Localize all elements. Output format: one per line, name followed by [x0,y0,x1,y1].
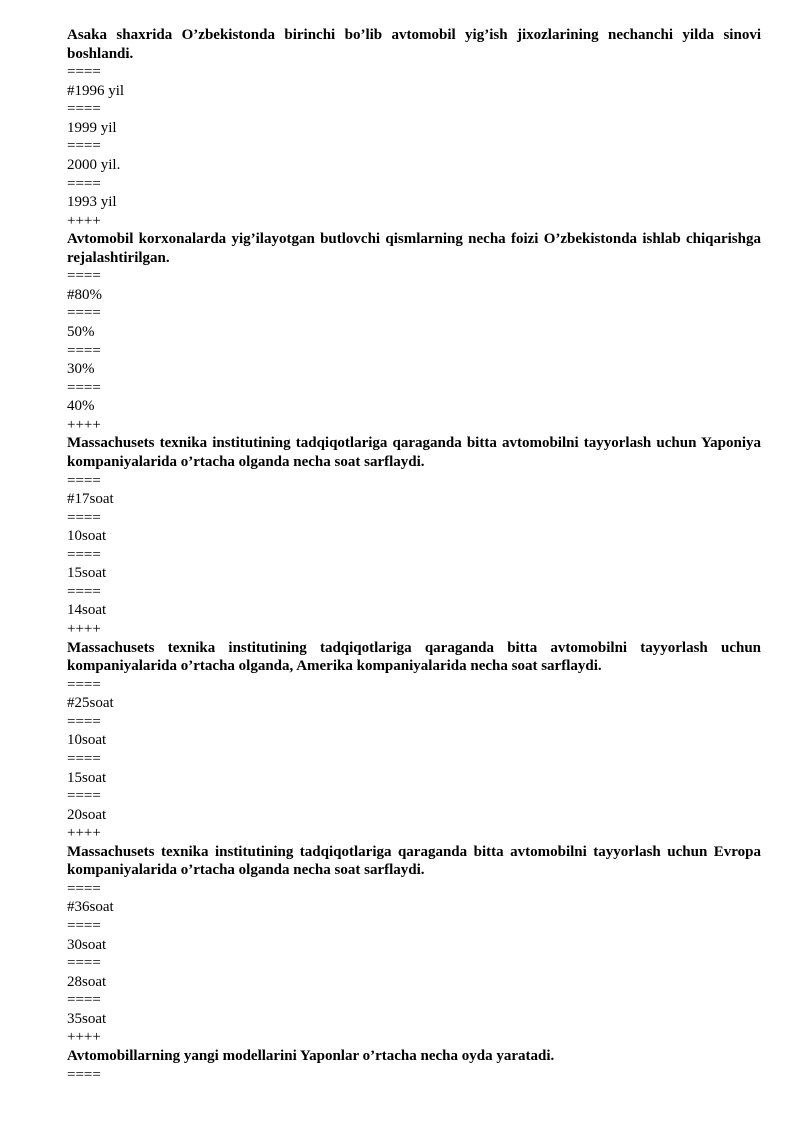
answer-option: 40% [67,398,95,415]
answer-option: 14soat [67,602,107,619]
answer-separator: ==== [67,955,101,972]
answer-separator: ==== [67,583,101,600]
answer-option: #25soat [67,695,114,712]
answer-option: 10soat [67,732,107,749]
question-separator: ++++ [67,825,101,842]
answer-separator: ==== [67,788,101,805]
answer-option: 20soat [67,806,107,823]
answer-separator: ==== [67,342,101,359]
question-block [67,639,761,843]
answer-separator: ==== [67,676,101,693]
answer-separator: ==== [67,992,101,1009]
answer-separator: ==== [67,713,101,730]
answer-separator: ==== [67,472,101,489]
answer-option: 30% [67,361,95,378]
answer-separator: ==== [67,880,101,897]
answer-option: 50% [67,324,95,340]
answer-option: 10soat [67,528,107,545]
question-text: Avtomobil korxonalarda yig’ilayotgan butlovchi qismlarning necha foizi O’zbekistonda ishlab chiqarishga rejalashtirilgan. [67,231,761,266]
answer-separator: ==== [67,918,101,934]
answer-option: #17soat [67,491,114,508]
question-block [67,434,761,638]
question-separator: ++++ [67,621,101,637]
question-separator: ++++ [67,212,101,229]
answer-separator: ==== [67,509,101,526]
answer-option: 2000 yil. [67,156,121,173]
answer-option: 35soat [67,1010,107,1027]
answer-separator: ==== [67,1066,101,1083]
answer-separator: ==== [67,268,101,285]
answer-option: 30soat [67,936,107,953]
answer-separator: ==== [67,379,101,396]
question-separator: ++++ [67,1029,101,1046]
answer-option: 28soat [67,973,107,990]
answer-option: 15soat [67,565,107,582]
answer-option: 1999 yil [67,119,117,136]
document-body [67,26,761,1084]
answer-separator: ==== [67,305,101,322]
answer-option: #80% [67,286,102,303]
answer-option: 1993 yil [67,194,117,211]
answer-separator: ==== [67,175,101,192]
answer-option: #36soat [67,899,114,916]
question-block [67,843,761,1047]
question-text: Massachusets texnika institutining tadqiqotlariga qaraganda bitta avtomobilni tayyorlash uchun Evropa kompaniyalarida o’rtacha olganda necha soat sarflaydi. [67,843,761,879]
question-separator: ++++ [67,416,101,433]
question-text: Massachusets texnika institutining tadqiqotlariga qaraganda bitta avtomobilni tayyorlash uchun kompaniyalarida o’rtacha olganda, Amerika kompaniyalarida necha soat sarflaydi. [67,639,761,675]
question-text: Massachusets texnika institutining tadqiqotlariga qaraganda bitta avtomobilni tayyorlash uchun Yaponiya kompaniyalarida o’rtacha olganda necha soat sarflaydi. [67,435,761,470]
answer-separator: ==== [67,750,101,767]
answer-option: 15soat [67,769,107,786]
question-block [67,230,761,434]
answer-separator: ==== [67,101,101,118]
question-block [67,1047,761,1084]
answer-separator: ==== [67,64,101,81]
answer-separator: ==== [67,138,101,155]
answer-separator: ==== [67,546,101,563]
answer-option: #1996 yil [67,82,125,99]
question-block [67,26,761,230]
question-text: Asaka shaxrida O’zbekistonda birinchi bo’lib avtomobil yig’ish jixozlarining nechanchi yilda sinovi boshlandi. [67,27,761,62]
question-text: Avtomobillarning yangi modellarini Yaponlar o’rtacha necha oyda yaratadi. [67,1047,555,1064]
